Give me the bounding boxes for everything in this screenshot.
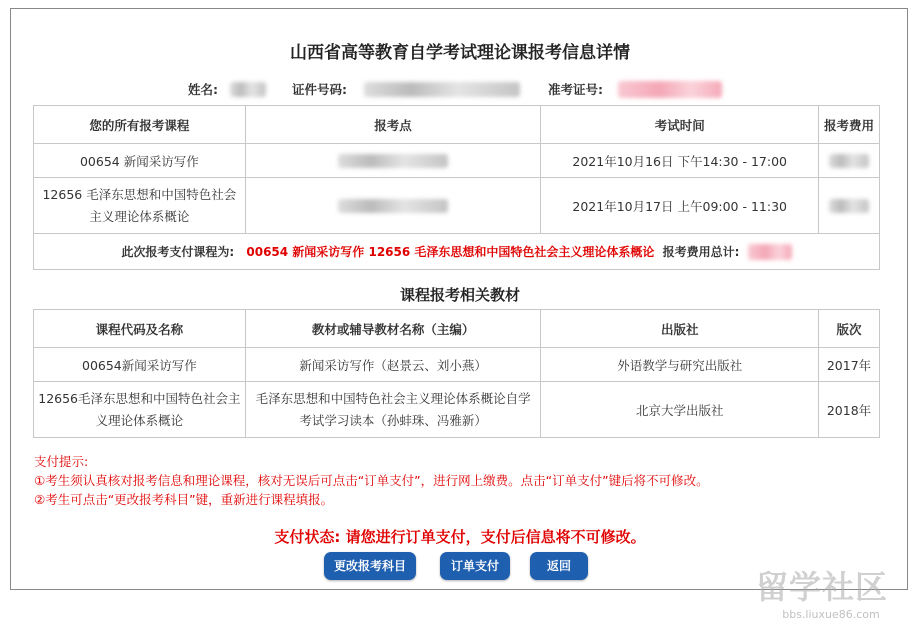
textbook-name bbox=[245, 382, 541, 438]
fee-cell bbox=[819, 178, 880, 234]
course-name bbox=[34, 382, 246, 438]
table-row bbox=[34, 348, 880, 382]
exam-time: 2021年10月16日 下午14:30 - 17:00 bbox=[541, 144, 819, 178]
page-title: 山西省高等教育自学考试理论课报考信息详情 bbox=[290, 43, 630, 63]
change-courses-button[interactable]: 更改报考科目 bbox=[324, 552, 416, 580]
watermark-url: bbs.liuxue86.com bbox=[782, 608, 880, 621]
summary-cell bbox=[34, 234, 880, 270]
exam-number-redacted bbox=[618, 81, 722, 98]
course-name-line1: 12656毛泽东思想和中国特色社会主 bbox=[38, 390, 241, 406]
table-row bbox=[34, 178, 880, 234]
tips-heading: 支付提示: bbox=[34, 454, 89, 469]
total-fee-label: 报考费用总计: bbox=[662, 244, 740, 259]
header-textbook: 教材或辅导教材名称（主编） bbox=[245, 310, 541, 348]
tips-line-1: ①考生须认真核对报考信息和理论课程，核对无误后可点击“订单支付”，进行网上缴费。点击“订单支付”键后将不可修改。 bbox=[34, 473, 709, 488]
payment-status: 支付状态: 请您进行订单支付，支付后信息将不可修改。 bbox=[274, 528, 646, 546]
courses-table bbox=[33, 105, 880, 270]
textbook-line2: 考试学习读本（孙蚌珠、冯雅新） bbox=[299, 412, 487, 428]
exam-time: 2021年10月17日 上午09:00 - 11:30 bbox=[541, 178, 819, 234]
exam-site-redacted bbox=[338, 154, 448, 168]
total-fee-redacted bbox=[748, 244, 792, 260]
fee-cell bbox=[819, 144, 880, 178]
exam-site-cell bbox=[245, 144, 541, 178]
id-number-label: 证件号码: bbox=[292, 82, 347, 97]
edition: 2018年 bbox=[819, 382, 880, 438]
fee-redacted bbox=[829, 199, 869, 213]
textbook-line1: 毛泽东思想和中国特色社会主义理论体系概论自学 bbox=[255, 390, 531, 406]
course-name-line1: 12656 毛泽东思想和中国特色社会 bbox=[42, 186, 237, 202]
course-name: 00654新闻采访写作 bbox=[34, 348, 246, 382]
header-courses: 您的所有报考课程 bbox=[34, 106, 246, 144]
payment-tips bbox=[34, 452, 709, 509]
edition: 2017年 bbox=[819, 348, 880, 382]
name-label: 姓名: bbox=[188, 82, 218, 97]
course-name-line2: 义理论体系概论 bbox=[95, 412, 184, 428]
courses-header-row bbox=[34, 106, 880, 144]
summary-label: 此次报考支付课程为: bbox=[121, 244, 235, 259]
back-button[interactable]: 返回 bbox=[530, 552, 588, 580]
summary-row bbox=[34, 234, 880, 270]
header-exam-site: 报考点 bbox=[245, 106, 541, 144]
watermark-logo: 留学社区 bbox=[756, 568, 889, 606]
publisher: 外语教学与研究出版社 bbox=[541, 348, 819, 382]
materials-header-row bbox=[34, 310, 880, 348]
table-row bbox=[34, 144, 880, 178]
summary-courses: 00654 新闻采访写作 12656 毛泽东思想和中国特色社会主义理论体系概论 bbox=[246, 244, 655, 259]
header-edition: 版次 bbox=[819, 310, 880, 348]
fee-redacted bbox=[829, 154, 869, 168]
publisher: 北京大学出版社 bbox=[541, 382, 819, 438]
textbook-name: 新闻采访写作（赵景云、刘小燕） bbox=[245, 348, 541, 382]
tips-line-2: ②考生可点击“更改报考科目”键，重新进行课程填报。 bbox=[34, 492, 334, 507]
course-name-text: 00654 新闻采访写作 bbox=[79, 153, 199, 169]
table-row bbox=[34, 382, 880, 438]
header-publisher: 出版社 bbox=[541, 310, 819, 348]
order-pay-button[interactable]: 订单支付 bbox=[440, 552, 510, 580]
exam-site-cell bbox=[245, 178, 541, 234]
header-course-code: 课程代码及名称 bbox=[34, 310, 246, 348]
watermark bbox=[756, 562, 906, 621]
course-name bbox=[34, 178, 246, 234]
exam-number-label: 准考证号: bbox=[548, 82, 603, 97]
id-number-redacted bbox=[364, 82, 520, 97]
header-fee: 报考费用 bbox=[819, 106, 880, 144]
materials-section-title: 课程报考相关教材 bbox=[399, 286, 520, 304]
exam-site-redacted bbox=[338, 199, 448, 213]
course-name-line2: 主义理论体系概论 bbox=[89, 208, 190, 224]
course-name bbox=[34, 144, 246, 178]
materials-table bbox=[33, 309, 880, 438]
name-redacted bbox=[230, 82, 266, 97]
header-exam-time: 考试时间 bbox=[541, 106, 819, 144]
